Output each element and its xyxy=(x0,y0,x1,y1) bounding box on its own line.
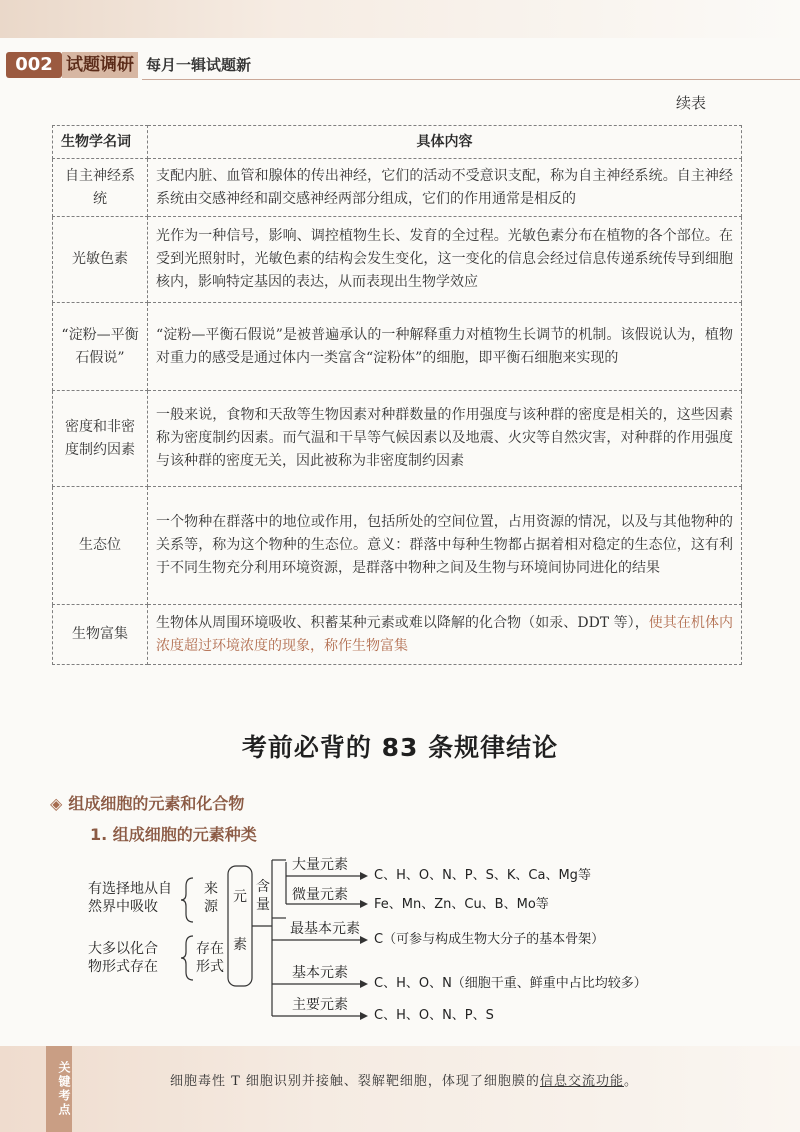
header-band xyxy=(0,0,800,38)
page-number: 002 xyxy=(6,52,62,78)
content-key-line1: 含 xyxy=(256,879,270,895)
topic-heading-text: 组成细胞的元素和化合物 xyxy=(68,794,245,813)
term-cell: “淀粉—平衡石假说” xyxy=(53,303,148,391)
center-label-char1: 元 xyxy=(233,889,247,905)
branch-label: 微量元素 xyxy=(292,887,348,903)
source-description-line2: 然界中吸收 xyxy=(88,899,158,915)
branch-value: C、H、O、N（细胞干重、鲜重中占比均较多） xyxy=(374,976,647,991)
footer-note xyxy=(170,1070,638,1089)
diamond-arrow-icon: ◈ xyxy=(50,794,63,813)
definition-cell: 支配内脏、血管和腺体的传出神经，它们的活动不受意识支配，称为自主神经系统。自主神经系统由交感神经和副交感神经两部分组成，它们的作用通常是相反的 xyxy=(148,159,742,217)
table-row xyxy=(53,391,742,487)
term-cell: 自主神经系统 xyxy=(53,159,148,217)
glossary-table xyxy=(52,125,742,665)
header-divider xyxy=(142,79,800,80)
table-row xyxy=(53,159,742,217)
existence-description-line2: 物形式存在 xyxy=(88,959,158,975)
footer-band xyxy=(0,1046,800,1132)
definition-cell: “淀粉—平衡石假说”是被普遍承认的一种解释重力对植物生长调节的机制。该假说认为，植物对重力的感受是通过体内一类富含“淀粉体”的细胞，即平衡石细胞来实现的 xyxy=(148,303,742,391)
footer-tab: 关键考点 xyxy=(46,1046,72,1132)
source-key-line2: 源 xyxy=(204,899,218,915)
column-header-content: 具体内容 xyxy=(148,126,742,159)
source-description-line1: 有选择地从自 xyxy=(88,881,172,897)
source-key-line1: 来 xyxy=(204,881,218,897)
table-continued-label: 续表 xyxy=(676,94,707,112)
element-classification-diagram xyxy=(0,850,800,1030)
definition-highlight: 使其在机体内浓度超过环境浓度的现象，称作生物富集 xyxy=(156,614,733,654)
footer-note-underline: 信息交流功能 xyxy=(539,1074,624,1089)
section-tag: 试题调研 xyxy=(62,52,138,78)
definition-cell xyxy=(148,605,742,665)
branch-label: 大量元素 xyxy=(292,857,348,873)
section-title: 考前必背的 83 条规律结论 xyxy=(241,733,559,762)
definition-cell: 一般来说，食物和天敌等生物因素对种群数量的作用强度与该种群的密度是相关的，这些因素称为密度制约因素。而气温和干旱等气候因素以及地震、火灾等自然灾害，对种群的作用强度与该种群的密度无关，因此被称为非密度制约因素 xyxy=(148,391,742,487)
branch-value: C（可参与构成生物大分子的基本骨架） xyxy=(374,932,605,947)
content-key-line2: 量 xyxy=(256,897,270,913)
branch-label: 基本元素 xyxy=(292,965,348,981)
branch-value: Fe、Mn、Zn、Cu、B、Mo等 xyxy=(374,897,549,912)
table-row xyxy=(53,303,742,391)
branch-label: 最基本元素 xyxy=(290,921,360,937)
existence-key-line1: 存在 xyxy=(196,941,224,957)
term-cell: 光敏色素 xyxy=(53,217,148,303)
term-cell: 密度和非密度制约因素 xyxy=(53,391,148,487)
definition-text: 生物体从周围环境吸收、积蓄某种元素或难以降解的化合物（如汞、DDT 等）， xyxy=(156,614,649,631)
topic-heading xyxy=(50,791,244,814)
term-cell: 生态位 xyxy=(53,487,148,605)
table-row xyxy=(53,217,742,303)
definition-cell: 一个物种在群落中的地位或作用，包括所处的空间位置，占用资源的情况，以及与其他物种的关系等，称为这个物种的生态位。意义：群落中每种生物都占据着相对稳定的生态位，这有利于不同生物充分利用环境资源，是群落中物种之间及生物与环境间协同进化的结果 xyxy=(148,487,742,605)
term-cell: 生物富集 xyxy=(53,605,148,665)
existence-key-line2: 形式 xyxy=(196,959,224,975)
center-label-char2: 素 xyxy=(233,937,247,953)
branch-value: C、H、O、N、P、S xyxy=(374,1008,494,1023)
footer-note-end: 。 xyxy=(623,1074,638,1089)
header-subtitle: 每月一辑试题新 xyxy=(146,56,252,74)
branch-value: C、H、O、N、P、S、K、Ca、Mg等 xyxy=(374,868,591,883)
table-header-row xyxy=(53,126,742,159)
footer-note-text: 细胞毒性 T 细胞识别并接触、裂解靶细胞，体现了细胞膜的 xyxy=(170,1074,540,1089)
subtopic-heading: 1. 组成细胞的元素种类 xyxy=(90,825,257,844)
existence-description-line1: 大多以化合 xyxy=(88,941,158,957)
table-row xyxy=(53,605,742,665)
column-header-term: 生物学名词 xyxy=(53,126,148,159)
table-row xyxy=(53,487,742,605)
definition-cell: 光作为一种信号，影响、调控植物生长、发育的全过程。光敏色素分布在植物的各个部位。在受到光照射时，光敏色素的结构会发生变化，这一变化的信息会经过信息传递系统传导到细胞核内，影响特定基因的表达，从而表现出生物学效应 xyxy=(148,217,742,303)
branch-label: 主要元素 xyxy=(292,997,348,1013)
